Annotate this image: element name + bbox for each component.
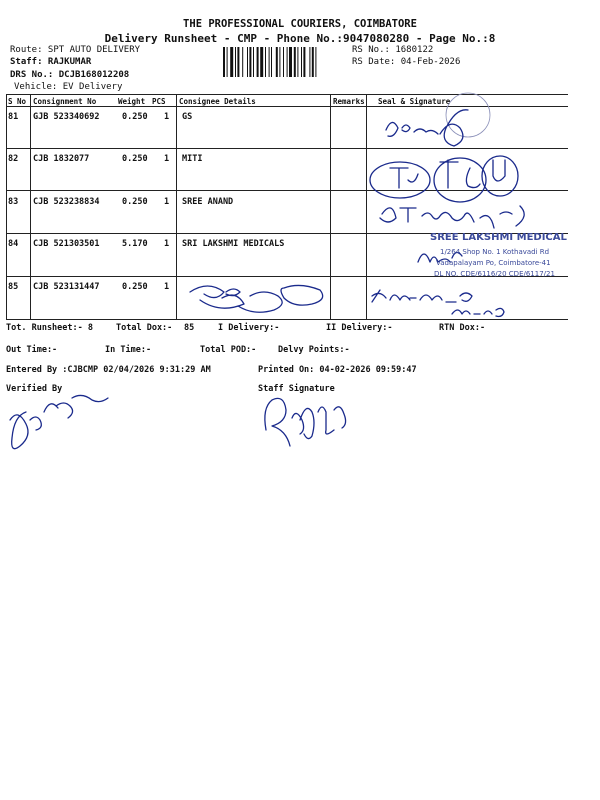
signature-83-icon [380,206,524,228]
barcode-bar [294,47,296,77]
barcode-bar [271,47,272,77]
drs-number: DRS No.: DCJB168012208 [10,70,130,80]
barcode-bar [287,47,288,77]
route-label: Route: SPT AUTO DELIVERY [10,45,141,55]
barcode-bar [265,47,266,77]
table-header-border [6,106,568,107]
row-weight: 0.250 [122,282,148,292]
row-sno: 82 [8,154,19,164]
stamp-line2: Vadapalayam Po, Coimbatore-41 [436,259,551,267]
row-consignee: GS [182,112,193,122]
row-sno: 81 [8,112,19,122]
barcode-bar [235,47,236,77]
total-pod-label: Total POD:- [200,345,257,355]
rtn-dox-label: RTN Dox:- [439,323,486,333]
col-header-sno: S No [8,97,27,106]
row-consignee: SRI LAKSHMI MEDICALS [182,239,285,249]
staff-signature-icon [265,398,346,446]
barcode-bar [315,47,316,77]
row-weight: 0.250 [122,112,148,122]
row-weight: 0.250 [122,197,148,207]
out-time-label: Out Time:- [6,345,58,355]
row-pcs: 1 [164,239,170,249]
row-pcs: 1 [164,112,170,122]
barcode-bar [249,47,251,77]
col-header-seal: Seal & Signature [378,97,451,106]
row-consignment-no: GJB 523340692 [33,112,100,122]
barcode-bar [276,47,278,77]
col-divider [366,94,367,319]
table-top-border [6,94,568,95]
row-consignee: MITI [182,154,203,164]
runsheet-subtitle: Delivery Runsheet - CMP - Phone No.:9047080280 - Page No.:8 [104,32,496,45]
second-delivery-label: II Delivery:- [326,323,393,333]
barcode-bar [309,47,310,77]
row-consignee: SREE ANAND [182,197,234,207]
barcode-bar [247,47,248,77]
total-runsheet: Tot. Runsheet:- 8 [6,323,93,333]
row-divider [6,148,568,149]
col-header-consignee: Consignee Details [179,97,256,106]
row-weight: 5.170 [122,239,148,249]
barcode-bar [260,47,263,77]
barcode-bar [303,47,305,77]
row-consignment-no: CJB 523238834 [33,197,100,207]
total-dox-value: 85 [184,323,195,333]
signature-85-right-icon [372,290,504,317]
barcode-bar [279,47,280,77]
delvy-points-label: Delvy Points:- [278,345,350,355]
col-divider [330,94,331,319]
col-header-weight: Weight [118,97,146,106]
col-header-remarks: Remarks [333,97,365,106]
first-delivery-label: I Delivery:- [218,323,280,333]
col-header-consignment: Consignment No [33,97,97,106]
barcode-bar [312,47,314,77]
seal-82-left-icon [370,162,430,198]
col-header-pcs: PCS [152,97,166,106]
total-dox-label: Total Dox:- [116,323,173,333]
col-divider [176,94,177,319]
stamp-line1: 1/264 Shop No. 1 Kothavadi Rd [440,248,550,256]
row-consignment-no: CJB 521303501 [33,239,100,249]
row-weight: 0.250 [122,154,148,164]
barcode-bar [301,47,302,77]
verified-by-label: Verified By [6,384,63,394]
printed-on: Printed On: 04-02-2026 09:59:47 [258,365,417,375]
row-sno: 83 [8,197,19,207]
row-pcs: 1 [164,154,170,164]
barcode-bar [227,47,228,77]
vehicle-label: Vehicle: EV Delivery [14,82,123,92]
table-bottom-border [6,319,568,320]
faint-seal-icon [446,93,490,137]
verified-signature-icon [10,395,108,448]
row-sno: 85 [8,282,19,292]
barcode-bar [253,47,254,77]
barcode-bar [289,47,292,77]
row-pcs: 1 [164,282,170,292]
barcode [223,47,349,77]
stamp-line3: DL NO. CDE/6116/20 CDE/6117/21 [434,270,555,278]
row-divider [6,190,568,191]
row-pcs: 1 [164,197,170,207]
rs-date: RS Date: 04-Feb-2026 [352,57,461,67]
barcode-bar [237,47,239,77]
signature-85-mid-icon [190,285,323,312]
rs-number: RS No.: 1680122 [352,45,434,55]
barcode-bar [269,47,270,77]
stamp-name: SREE LAKSHMI MEDICAL [430,232,567,243]
signature-84-icon [418,252,462,262]
col-divider [6,94,7,319]
row-sno: 84 [8,239,19,249]
initials-82-icon [390,160,505,188]
barcode-bar [297,47,298,77]
seal-82-mid-icon [434,158,486,202]
barcode-bar [230,47,233,77]
row-divider [6,233,568,234]
in-time-label: In Time:- [105,345,152,355]
barcode-bar [223,47,225,77]
row-consignment-no: CJB 1832077 [33,154,90,164]
staff-label: Staff: RAJKUMAR [10,57,92,67]
signature-81-icon [386,110,468,146]
row-consignment-no: CJB 523131447 [33,282,100,292]
row-divider [6,276,568,277]
entered-by: Entered By :CJBCMP 02/04/2026 9:31:29 AM [6,365,211,375]
staff-signature-label: Staff Signature [258,384,335,394]
col-divider [30,94,31,319]
barcode-bar [283,47,284,77]
barcode-bar [242,47,243,77]
barcode-bar [257,47,259,77]
pharmacy-stamp [430,232,568,278]
company-title: THE PROFESSIONAL COURIERS, COIMBATORE [183,18,417,30]
